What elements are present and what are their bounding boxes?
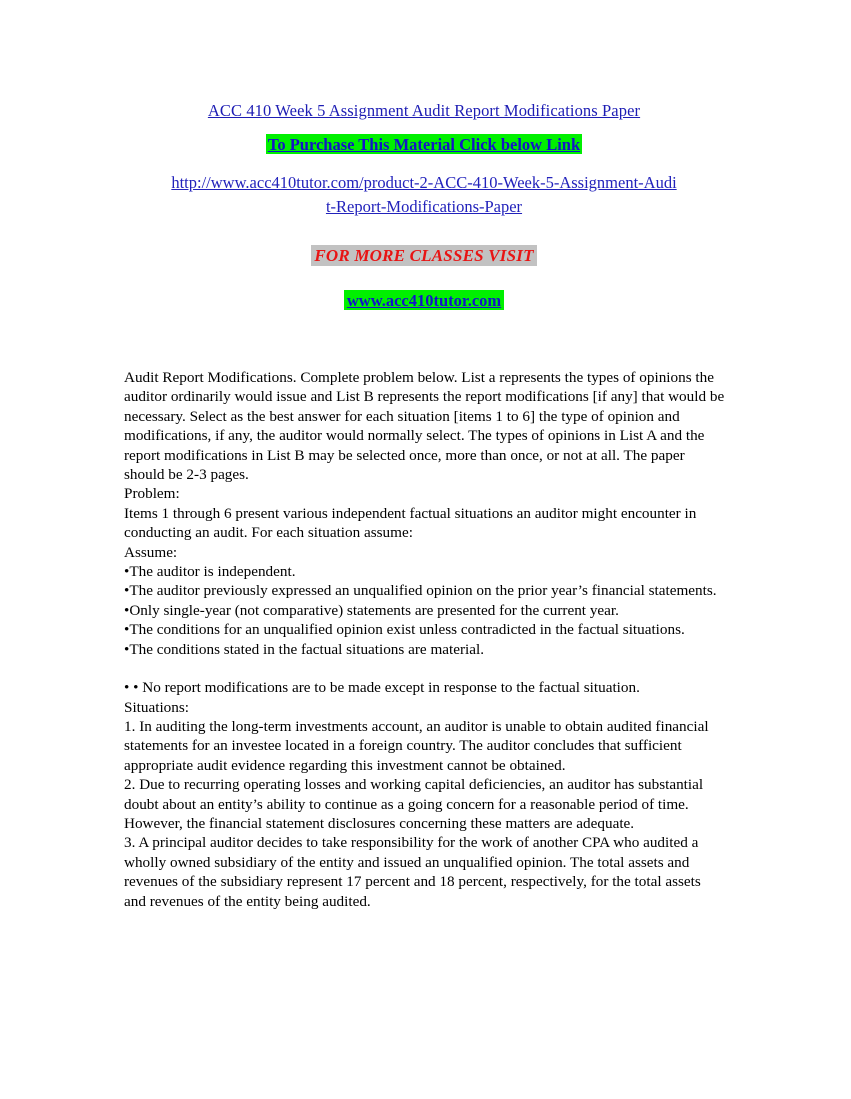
document-body [124, 368, 726, 911]
product-url-line-2[interactable]: t-Report-Modifications-Paper [325, 197, 523, 216]
assumption-item: •The conditions for an unqualified opinion exist unless contradicted in the factual situations. [124, 621, 685, 639]
body-intro-paragraph: Audit Report Modifications. Complete problem below. List a represents the types of opinions the auditor ordinarily would issue and List B represents the report modifications [if any] that would be necessary. Select as the best answer for each situation [items 1 to 6] the type of opinion and modifications, if any, the auditor would normally select. The types of opinions in List A and the report modifications in List B may be selected once, more than once, or not at all. The paper should be 2-3 pages. [124, 369, 725, 484]
situation-item: 2. Due to recurring operating losses and working capital deficiencies, an auditor has substantial doubt about an entity’s ability to continue as a going concern for a reasonable period of time. However, the financial statement disclosures concerning these matters are adequate. [124, 776, 704, 832]
product-url-link[interactable] [124, 171, 724, 219]
assumption-item: •The auditor previously expressed an unqualified opinion on the prior year’s financial statements. [124, 582, 717, 600]
situations-label: Situations: [124, 698, 189, 716]
visit-prompt-text: FOR MORE CLASSES VISIT [311, 245, 536, 266]
purchase-prompt-text[interactable]: To Purchase This Material Click below Link [267, 135, 581, 154]
assumption-item: •Only single-year (not comparative) statements are presented for the current year. [124, 601, 619, 619]
visit-prompt-line [124, 245, 724, 268]
document-header [124, 100, 724, 313]
document-title: ACC 410 Week 5 Assignment Audit Report Modifications Paper [207, 101, 641, 120]
situation-item: 1. In auditing the long-term investments account, an auditor is unable to obtain audited financial statements for an investee located in a foreign country. The auditor concludes that sufficient appropriate audit evidence regarding this investment cannot be obtained. [124, 717, 709, 774]
situation-item: 3. A principal auditor decides to take responsibility for the work of another CPA who audited a wholly owned subsidiary of the entity and issued an unqualified opinion. The total assets and revenues of the subsidiary represent 17 percent and 18 percent, respectively, for the total assets and revenues of the entity being audited. [124, 834, 701, 910]
problem-intro-paragraph: Items 1 through 6 present various independent factual situations an auditor might encounter in conducting an audit. For each situation assume: [124, 504, 697, 542]
site-url-text[interactable]: www.acc410tutor.com [344, 290, 504, 310]
assumption-item: •The auditor is independent. [124, 563, 296, 581]
site-url-line[interactable] [124, 290, 724, 313]
problem-label: Problem: [124, 485, 180, 503]
no-modifications-note: • • No report modifications are to be made except in response to the factual situation. [124, 679, 640, 697]
purchase-prompt-line [124, 134, 724, 157]
assumption-item: •The conditions stated in the factual situations are material. [124, 640, 484, 658]
assume-label: Assume: [124, 543, 178, 561]
product-url-line-1[interactable]: http://www.acc410tutor.com/product-2-ACC-410-Week-5-Assignment-Audi [171, 173, 677, 192]
